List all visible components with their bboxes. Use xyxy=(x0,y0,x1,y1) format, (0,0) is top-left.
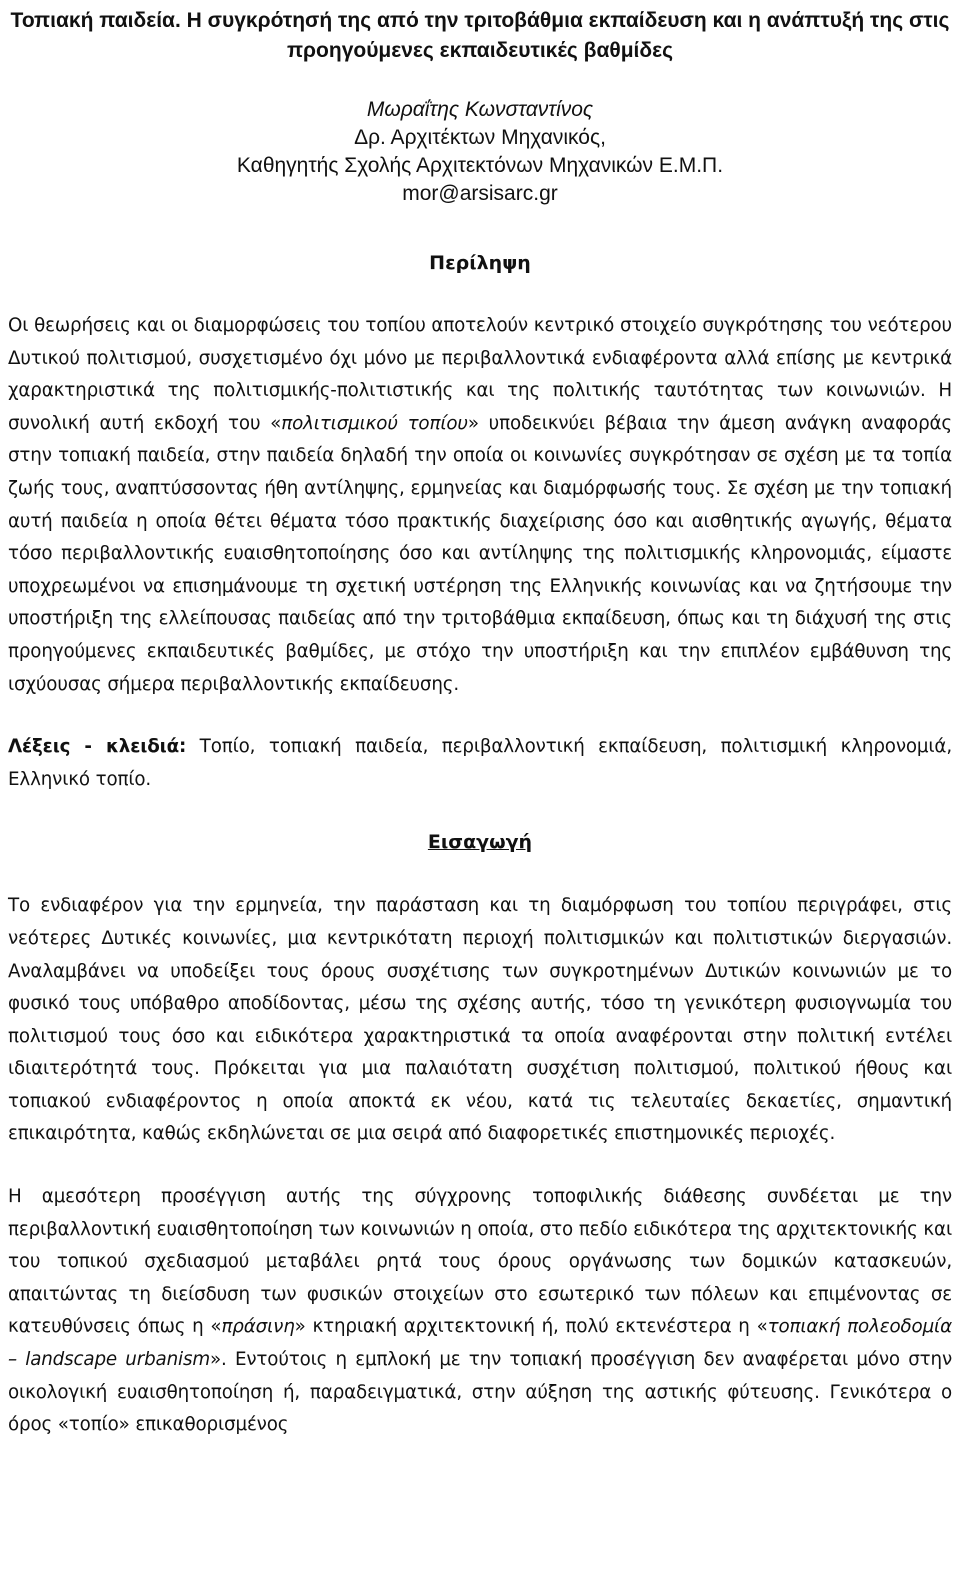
author-degree: Δρ. Αρχιτέκτων Μηχανικός, xyxy=(354,126,606,149)
introduction-heading: Εισαγωγή xyxy=(427,831,533,854)
intro-p2-part1: Η αμεσότερη προσέγγιση αυτής της σύγχρονης τοποφιλικής διάθεσης συνδέεται με την περιβαλλοντική ευαισθητοποίηση των κοινωνιών η οποία, στο πεδίο ειδικότερα της αρχιτεκτονικής και του τοπικού σχεδιασμού μεταβάλει ρητά τους όρους οργάνωσης των δομικών κατασκευών, απαιτώντας τη διείσδυση των φυσικών στοιχείων στο εσωτερικό των πόλεων και επιμένοντας σε κατευθύνσεις όπως η « xyxy=(8,1186,952,1338)
keywords-text: Τοπίο, τοπιακή παιδεία, περιβαλλοντική εκπαίδευση, πολιτισμική κληρονομιά, Ελληνικό τοπίο. xyxy=(8,736,952,790)
abstract-text-part2: » υποδεικνύει βέβαια την άμεση ανάγκη αναφοράς στην τοπιακή παιδεία, στην παιδεία δηλαδή την οποία οι κοινωνίες συγκρότησαν σε σχέση με τα τοπία ζωής τους, αναπτύσσοντας ήθη αντίληψης, ερμηνείας και διαμόρφωσής τους. Σε σχέση με την τοπιακή αυτή παιδεία η οποία θέτει θέματα τόσο πρακτικής διαχείρισης όσο και αισθητικής αγωγής, θέματα τόσο περιβαλλοντικής ευαισθητοποίησης όσο και αντίληψης της πολιτισμικής κληρονομιάς, είμαστε υποχρεωμένοι να επισημάνουμε τη σχετική υστέρηση της Ελληνικής κοινωνίας και να ζητήσουμε την υποστήριξη της ελλείπουσας παιδείας από την τριτοβάθμια εκπαίδευση, όπως και τη διάχυσή της στις προηγούμενες εκπαιδευτικές βαθμίδες, με στόχο την υποστήριξη και την επιπλέον εμβάθυνση της ισχύουσας σήμερα περιβαλλοντικής εκπαίδευσης. xyxy=(8,412,953,695)
introduction-paragraph-2 xyxy=(8,1181,952,1442)
paper-title: Τοπιακή παιδεία. Η συγκρότησή της από την τριτοβάθμια εκπαίδευση και η ανάπτυξή της στις προηγούμενες εκπαιδευτικές βαθμίδες xyxy=(10,9,950,62)
abstract-paragraph xyxy=(8,310,952,701)
abstract-heading: Περίληψη xyxy=(429,252,531,274)
keywords-paragraph xyxy=(8,731,952,796)
intro-p2-italic-2: τοπιακή πολεοδομία – landscape urbanism xyxy=(8,1316,952,1371)
author-email: mor@arsisarc.gr xyxy=(402,182,558,205)
abstract-text-part1: Οι θεωρήσεις και οι διαμορφώσεις του τοπίου αποτελούν κεντρικό στοιχείο συγκρότησης του νεότερου Δυτικού πολιτισμού, συσχετισμένο όχι μόνο με περιβαλλοντικά ενδιαφέροντα αλλά επίσης με κεντρικά χαρακτηριστικά της πολιτισμικής-πολιτιστικής και της πολιτικής ταυτότητας των κοινωνιών. Η συνολική αυτή εκδοχή του « xyxy=(8,315,952,434)
keywords-label: Λέξεις - κλειδιά: xyxy=(8,736,187,758)
introduction-paragraph-1: Το ενδιαφέρον για την ερμηνεία, την παράσταση και τη διαμόρφωση του τοπίου περιγράφει, στις νεότερες Δυτικές κοινωνίες, μια κεντρικότατη περιοχή πολιτισμικών και πολιτιστικών διεργασιών. Αναλαμβάνει να υποδείξει τους όρους συσχέτισης των συγκροτημένων Δυτικών κοινωνιών με το φυσικό τους υπόβαθρο αποδίδοντας, μέσω της σχέσης αυτής, τόσο τη γενικότερη φυσιογνωμία του πολιτισμού τους όσο και ειδικότερα χαρακτηριστικά τα οποία αναφέρονται στην πολιτική εντέλει ιδιαιτερότητά τους. Πρόκειται για μια παλαιότατη συσχέτιση πολιτισμού, πολιτικού ήθους και τοπιακού ενδιαφέροντος η οποία αποκτά εκ νέου, κατά τις τελευταίες δεκαετίες, σημαντική επικαιρότητα, καθώς εκδηλώνεται σε μια σειρά από διαφορετικές επιστημονικές περιοχές. xyxy=(8,895,952,1145)
author-position: Καθηγητής Σχολής Αρχιτεκτόνων Μηχανικών Ε.Μ.Π. xyxy=(236,154,724,177)
intro-p2-part3: ». Εντούτοις η εμπλοκή με την τοπιακή προσέγγιση δεν αναφέρεται μόνο στην οικολογική ευαισθητοποίηση ή, παραδειγματικά, στην αύξηση της αστικής φύτευσης. Γενικότερα ο όρος «τοπίο» επικαθορισμένος xyxy=(8,1349,953,1436)
abstract-italic-term: πολιτισμικού τοπίου xyxy=(281,412,468,434)
intro-p2-italic-1: πράσινη xyxy=(221,1316,295,1338)
author-block xyxy=(8,96,952,208)
author-name: Μωραΐτης Κωνσταντίνος xyxy=(366,98,594,121)
intro-p2-part2: » κτηριακή αρχιτεκτονική ή, πολύ εκτενέστερα η « xyxy=(294,1316,768,1338)
